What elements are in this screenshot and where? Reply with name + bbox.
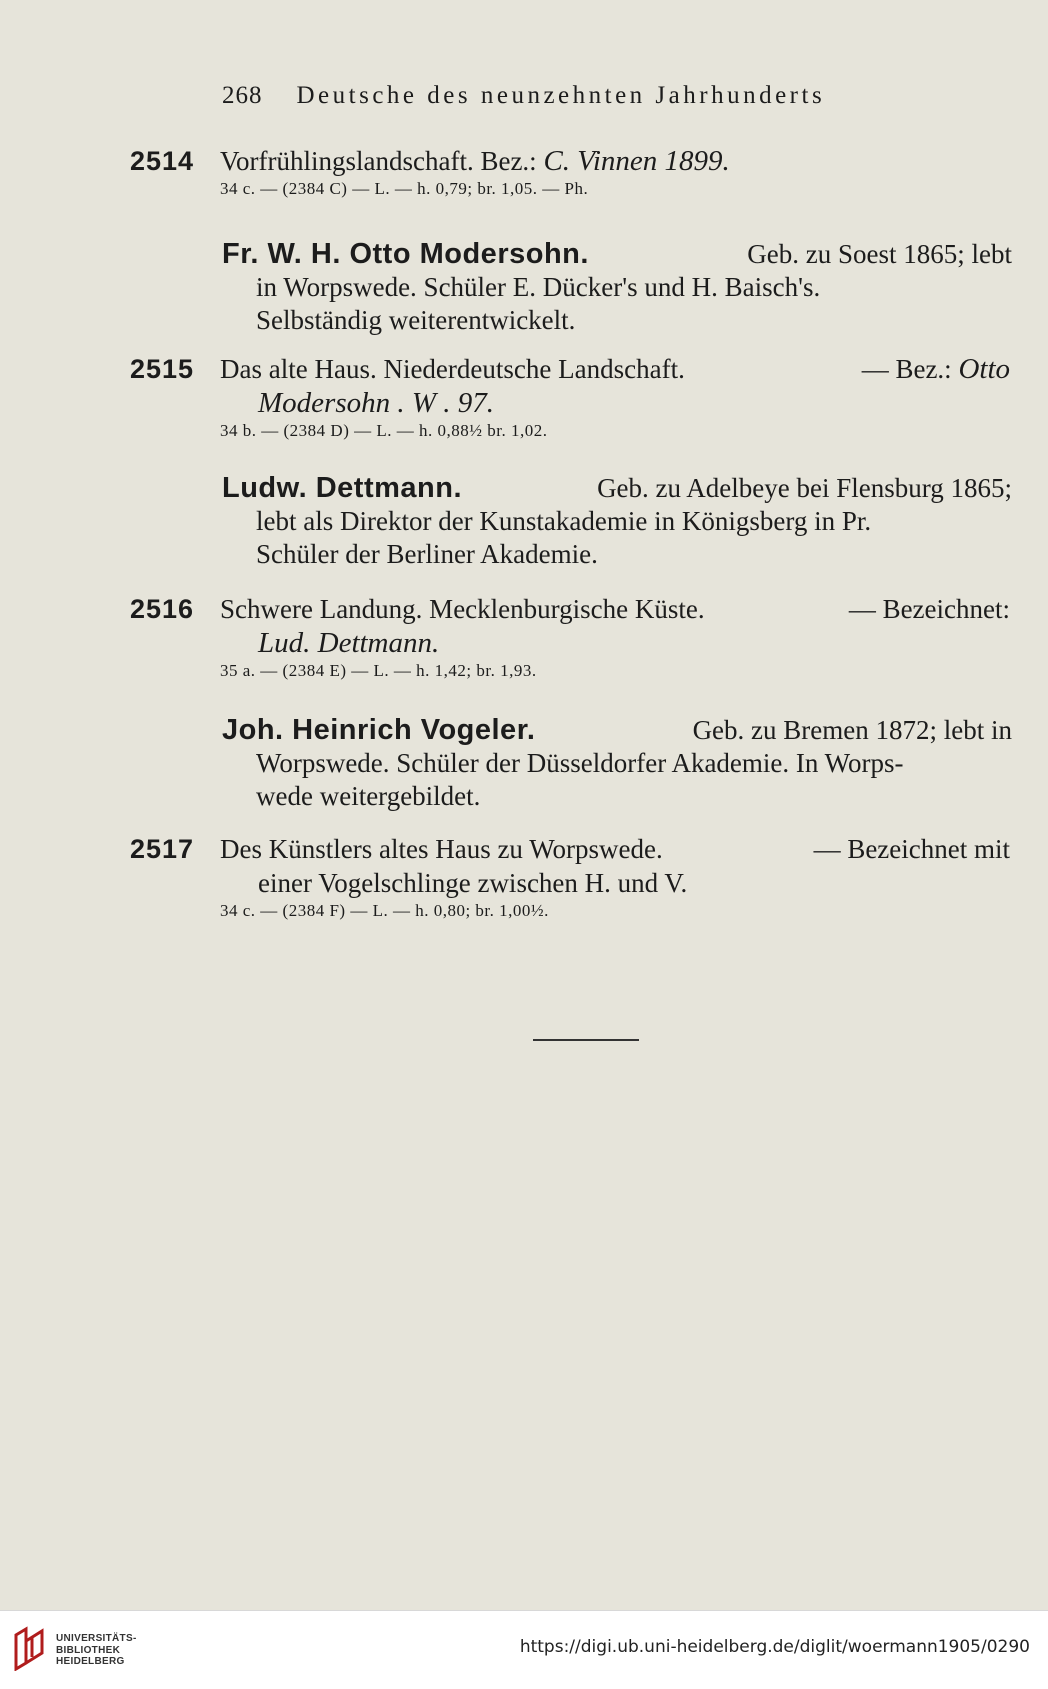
running-head <box>222 82 922 110</box>
artist-dettmann <box>222 472 1012 571</box>
entry-number: 2515 <box>130 354 195 384</box>
page-number: 268 <box>222 82 263 109</box>
library-name-line-2: BIBLIOTHEK <box>56 1644 121 1656</box>
permalink-url[interactable]: https://digi.ub.uni-heidelberg.de/diglit/woermann1905/0290 <box>519 1637 1030 1657</box>
entry-title-cont: — Bez.: <box>861 354 952 384</box>
entry-title-line-2: einer Vogelschlinge zwischen H. und V. <box>258 868 688 898</box>
running-title: Deutsche des neunzehnten Jahrhunderts <box>296 82 826 109</box>
entry-number: 2514 <box>130 146 195 176</box>
entry-signature: Otto <box>958 353 1010 385</box>
end-rule <box>533 1039 639 1041</box>
entry-meta: 34 c. — (2384 C) — L. — h. 0,79; br. 1,05. — Ph. <box>220 179 589 198</box>
catalog-entry-2515 <box>130 352 1010 442</box>
catalog-entry-2514 <box>130 144 1010 200</box>
entry-title: Des Künstlers altes Haus zu Worpswede. <box>220 834 663 864</box>
artist-bio-line-1: Geb. zu Bremen 1872; lebt in <box>692 715 1012 745</box>
entry-title-cont: — Bezeichnet: <box>848 594 1010 624</box>
entry-meta: 34 b. — (2384 D) — L. — h. 0,88½ br. 1,02. <box>220 421 548 440</box>
library-logo-icon <box>12 1625 48 1671</box>
entry-number: 2517 <box>130 834 195 864</box>
footer-bar <box>0 1610 1048 1689</box>
entry-title-cont: — Bezeichnet mit <box>813 834 1010 864</box>
entry-title: Vorfrühlingslandschaft. Bez.: <box>220 146 537 176</box>
artist-bio-line-3: Schüler der Berliner Akademie. <box>256 539 598 569</box>
artist-bio-line-1: Geb. zu Adelbeye bei Flensburg 1865; <box>597 473 1012 503</box>
artist-name: Ludw. Dettmann. <box>222 472 463 504</box>
artist-bio-line-3: Selbständig weiterentwickelt. <box>256 305 576 335</box>
entry-title: Schwere Landung. Mecklenburgische Küste. <box>220 594 705 624</box>
artist-bio-line-2: lebt als Direktor der Kunstakademie in Königsberg in Pr. <box>256 506 872 536</box>
library-name-line-3: HEIDELBERG <box>56 1656 125 1667</box>
artist-name: Fr. W. H. Otto Modersohn. <box>222 238 589 270</box>
entry-signature-cont: Modersohn . W . 97. <box>258 387 495 419</box>
artist-name: Joh. Heinrich Vogeler. <box>222 714 536 746</box>
artist-bio-line-1: Geb. zu Soest 1865; lebt <box>747 239 1012 269</box>
entry-title: Das alte Haus. Niederdeutsche Landschaft. <box>220 354 685 384</box>
library-name-line-1: UNIVERSITÄTS- <box>56 1633 137 1644</box>
catalog-entry-2517 <box>130 832 1010 922</box>
artist-modersohn <box>222 238 1012 337</box>
entry-number: 2516 <box>130 594 195 624</box>
catalog-entry-2516 <box>130 592 1010 682</box>
artist-vogeler <box>222 714 1012 813</box>
entry-meta: 35 a. — (2384 E) — L. — h. 1,42; br. 1,93. <box>220 661 537 680</box>
artist-bio-line-2: in Worpswede. Schüler E. Dücker's und H. Baisch's. <box>256 272 821 302</box>
library-name <box>56 1633 137 1668</box>
artist-bio-line-3: wede weitergebildet. <box>256 781 481 811</box>
entry-signature: C. Vinnen 1899. <box>543 145 730 177</box>
artist-bio-line-2: Worpswede. Schüler der Düsseldorfer Akademie. In Worps- <box>256 748 904 778</box>
entry-meta: 34 c. — (2384 F) — L. — h. 0,80; br. 1,00½. <box>220 901 549 920</box>
entry-signature: Lud. Dettmann. <box>258 627 440 659</box>
